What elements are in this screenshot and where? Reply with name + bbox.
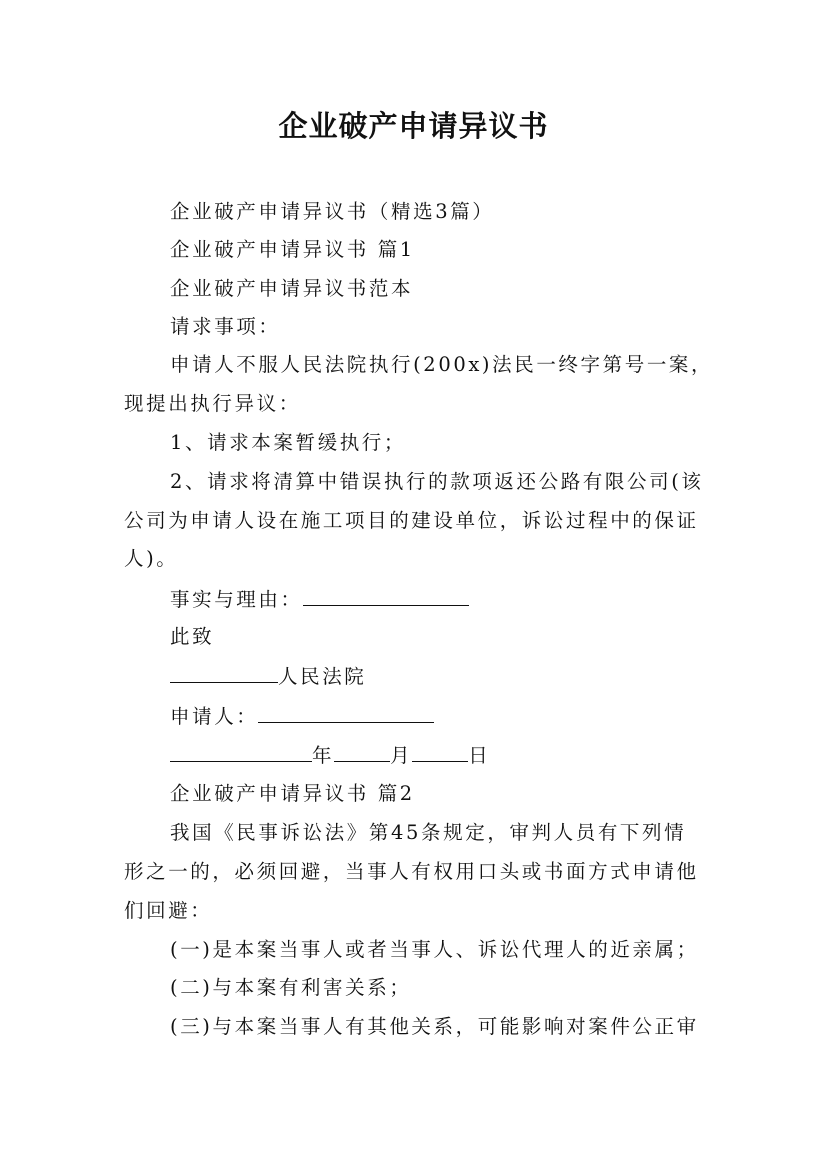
day-label: 日: [468, 744, 491, 767]
paragraph: 请求事项：: [170, 315, 281, 338]
date-line: [170, 741, 490, 770]
month-label: 月: [390, 744, 413, 767]
list-item: 2、请求将清算中错误执行的款项返还公路有限公司(该: [170, 470, 704, 493]
document-title: 企业破产申请异议书: [278, 109, 549, 143]
section-heading: 企业破产申请异议书 篇2: [170, 782, 415, 805]
applicant-line: [170, 702, 434, 731]
applicant-label: 申请人：: [170, 705, 259, 728]
closing: 此致: [170, 625, 215, 648]
list-item: (三)与本案当事人有其他关系，可能影响对案件公正审: [170, 1015, 699, 1038]
blank-line: [258, 702, 434, 723]
paragraph: 形之一的，必须回避，当事人有权用口头或书面方式申请他: [124, 860, 699, 883]
paragraph: 申请人不服人民法院执行(200x)法民一终字第号一案，: [170, 353, 714, 376]
section-heading: 企业破产申请异议书 篇1: [170, 238, 415, 261]
paragraph: 现提出执行异议：: [124, 392, 301, 415]
paragraph: 人)。: [124, 547, 179, 570]
blank-line: [303, 585, 469, 606]
list-item: (二)与本案有利害关系；: [170, 976, 412, 999]
paragraph: 我国《民事诉讼法》第45条规定，审判人员有下列情: [170, 821, 687, 844]
paragraph: 公司为申请人设在施工项目的建设单位，诉讼过程中的保证: [124, 509, 699, 532]
court-label: 人民法院: [278, 665, 367, 688]
paragraph: 企业破产申请异议书范本: [170, 277, 414, 300]
list-item: 1、请求本案暂缓执行；: [170, 431, 407, 454]
facts-line: [170, 585, 469, 614]
court-line: [170, 662, 366, 691]
paragraph: 企业破产申请异议书（精选3篇）: [170, 200, 495, 223]
blank-line: [170, 741, 312, 762]
blank-line: [170, 662, 278, 683]
list-item: (一)是本案当事人或者当事人、诉讼代理人的近亲属；: [170, 938, 699, 961]
facts-label: 事实与理由：: [170, 588, 303, 611]
year-label: 年: [312, 744, 335, 767]
paragraph: 们回避：: [124, 899, 213, 922]
blank-line: [334, 741, 390, 762]
blank-line: [412, 741, 468, 762]
